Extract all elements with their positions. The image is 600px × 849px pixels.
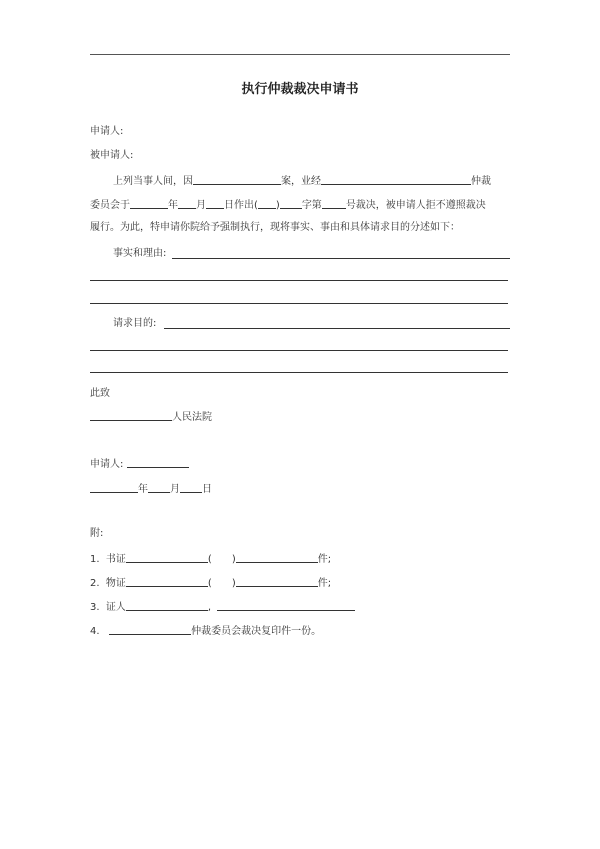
attachment-number: 1. xyxy=(90,554,100,565)
header-rule xyxy=(90,54,510,55)
facts-line[interactable] xyxy=(90,280,508,281)
facts-label: 事实和理由: xyxy=(113,248,167,259)
body-text: 年 xyxy=(168,200,178,211)
witness-address-blank[interactable] xyxy=(217,600,355,611)
year-blank[interactable] xyxy=(130,198,168,209)
document-evidence-blank[interactable] xyxy=(126,552,208,563)
document-evidence-count-blank[interactable] xyxy=(236,552,318,563)
witness-blank[interactable] xyxy=(126,600,208,611)
month-blank[interactable] xyxy=(178,198,196,209)
body-text: 委员会于 xyxy=(90,200,130,211)
attachment-item xyxy=(90,600,355,614)
body-text: 字第 xyxy=(301,200,322,211)
sign-year-blank[interactable] xyxy=(90,482,138,493)
paren: ( xyxy=(207,578,212,589)
attachment-number: 2. xyxy=(90,578,100,589)
attachment-item xyxy=(90,624,321,638)
day-label: 日 xyxy=(202,484,212,495)
paren: ) xyxy=(231,554,236,565)
court-line xyxy=(90,410,212,424)
request-label: 请求目的: xyxy=(113,318,157,329)
attachment-item xyxy=(90,576,331,590)
applicant-label: 申请人: xyxy=(90,126,124,137)
facts-line[interactable] xyxy=(90,303,508,304)
request-line[interactable] xyxy=(90,350,508,351)
attachment-unit: 件; xyxy=(317,554,332,565)
attachment-label: 证人 xyxy=(105,602,126,613)
attachment-text: 仲裁委员会裁决复印件一份。 xyxy=(191,626,322,637)
attachment-number: 3. xyxy=(90,602,100,613)
ruling-prefix-blank[interactable] xyxy=(258,198,276,209)
ruling-number-blank[interactable] xyxy=(322,198,346,209)
attachment-number: 4. xyxy=(90,626,100,637)
body-text: 仲裁 xyxy=(471,176,491,187)
attachment-label: 书证 xyxy=(105,554,126,565)
month-label: 月 xyxy=(170,484,180,495)
court-suffix: 人民法院 xyxy=(172,412,212,423)
attachments-heading: 附: xyxy=(90,528,104,539)
request-line[interactable] xyxy=(90,372,508,373)
body-text: 日作出( xyxy=(224,200,258,211)
day-blank[interactable] xyxy=(206,198,224,209)
date-line xyxy=(90,482,212,496)
physical-evidence-count-blank[interactable] xyxy=(236,576,318,587)
signature-applicant-label: 申请人: xyxy=(90,459,124,470)
facts-line[interactable] xyxy=(172,258,510,259)
sign-day-blank[interactable] xyxy=(180,482,202,493)
body-text: 月 xyxy=(196,200,206,211)
year-label: 年 xyxy=(138,484,148,495)
separator: , xyxy=(207,602,212,613)
body-text: 上列当事人间，因 xyxy=(113,176,193,187)
body-line-2 xyxy=(90,198,486,212)
request-line[interactable] xyxy=(164,328,510,329)
ruling-word-blank[interactable] xyxy=(280,198,302,209)
attachment-item xyxy=(90,552,331,566)
court-name-blank[interactable] xyxy=(90,410,172,421)
body-text: 号裁决，被申请人拒不遵照裁决 xyxy=(345,200,486,211)
physical-evidence-blank[interactable] xyxy=(126,576,208,587)
paren: ( xyxy=(207,554,212,565)
case-blank[interactable] xyxy=(193,174,281,185)
body-line-3: 履行。为此，特申请你院给予强制执行，现将事实、事由和具体请求目的分述如下： xyxy=(90,222,460,233)
committee-name-blank[interactable] xyxy=(109,624,191,635)
body-text: ) xyxy=(275,200,280,211)
respondent-label: 被申请人: xyxy=(90,150,134,161)
attachment-unit: 件; xyxy=(317,578,332,589)
document-title: 执行仲裁裁决申请书 xyxy=(241,82,359,97)
signature-line xyxy=(90,457,189,471)
committee-blank[interactable] xyxy=(321,174,471,185)
signature-blank[interactable] xyxy=(127,457,189,468)
body-text: 案，业经 xyxy=(281,176,321,187)
closing-text: 此致 xyxy=(90,388,110,399)
sign-month-blank[interactable] xyxy=(148,482,170,493)
attachment-label: 物证 xyxy=(105,578,126,589)
paren: ) xyxy=(231,578,236,589)
body-line-1 xyxy=(113,174,491,188)
